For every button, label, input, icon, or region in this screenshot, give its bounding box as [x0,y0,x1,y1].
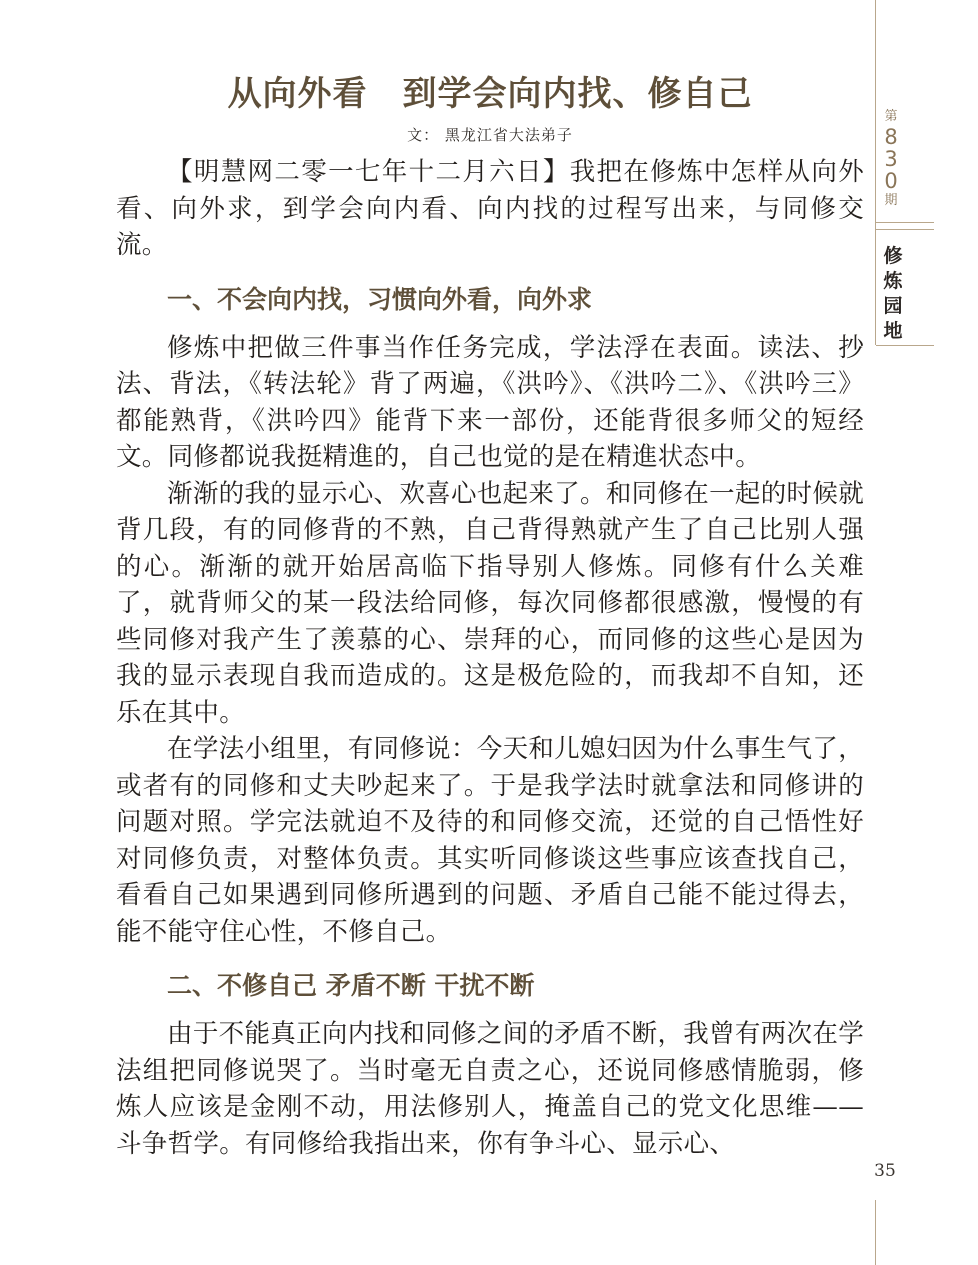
intro-paragraph: 【明慧网二零一七年十二月六日】我把在修炼中怎样从向外看、向外求，到学会向内看、向内找的过程写出来，与同修交流。 [116,157,864,260]
column-name-char: 地 [883,320,903,342]
side-rule [875,1200,876,1265]
body-paragraph: 修炼中把做三件事当作任务完成，学法浮在表面。读法、抄法、背法，《转法轮》背了两遍，《洪吟》、《洪吟二》、《洪吟三》都能熟背，《洪吟四》能背下来一部份，还能背很多师父的短经文。同修都说我挺精進的，自己也觉的是在精進状态中。 [116,332,864,472]
column-name-char: 炼 [883,270,903,292]
issue-prefix: 第 [884,109,898,124]
section-heading-2: 二、不修自己 矛盾不断 干扰不断 [167,971,535,1000]
section-heading-1: 一、不会向内找，习惯向外看，向外求 [167,284,593,314]
issue-digit: 0 [884,169,898,193]
body-paragraph: 渐渐的我的显示心、欢喜心也起来了。和同修在一起的时候就背几段，有的同修背的不熟，自己背得熟就产生了自己比别人强的心。渐渐的就开始居高临下指导别人修炼。同修有什么关难了，就背师父的某一段法给同修，每次同修都很感激，慢慢的有些同修对我产生了羡慕的心、崇拜的心，而同修的这些心是因为我的显示表现自我而造成的。这是极危险的，而我却不自知，还乐在其中。 [116,478,864,728]
side-divider [876,222,934,223]
side-divider [876,345,934,346]
column-name-char: 修 [883,245,903,267]
issue-digit: 8 [884,125,898,149]
column-name-char: 园 [883,295,903,317]
column-name [876,244,910,344]
issue-digit: 3 [884,147,898,171]
article-body [116,154,864,1162]
body-paragraph: 由于不能真正向内找和同修之间的矛盾不断，我曾有两次在学法组把同修说哭了。当时毫无自责之心，还说同修感情脆弱，修炼人应该是金刚不动，用法修别人，掩盖自己的党文化思维——斗争哲学。有同修给我指出来，你有争斗心、显示心、 [116,1019,864,1159]
side-divider [876,229,934,230]
article-byline: 文： 黑龙江省大法弟子 [407,126,573,144]
issue-marker [876,108,906,210]
page-number: 35 [874,1161,896,1181]
body-paragraph: 在学法小组里，有同修说：今天和儿媳妇因为什么事生气了，或者有的同修和丈夫吵起来了。于是我学法时就拿法和同修讲的问题对照。学完法就迫不及待的和同修交流，还觉的自己悟性好对同修负责，对整体负责。其实听同修谈这些事应该查找自己，看看自己如果遇到同修所遇到的问题、矛盾自己能不能过得去，能不能守住心性，不修自己。 [116,734,864,947]
article-title: 从向外看 到学会向内找、修自己 [227,74,753,114]
issue-suffix: 期 [884,193,898,208]
